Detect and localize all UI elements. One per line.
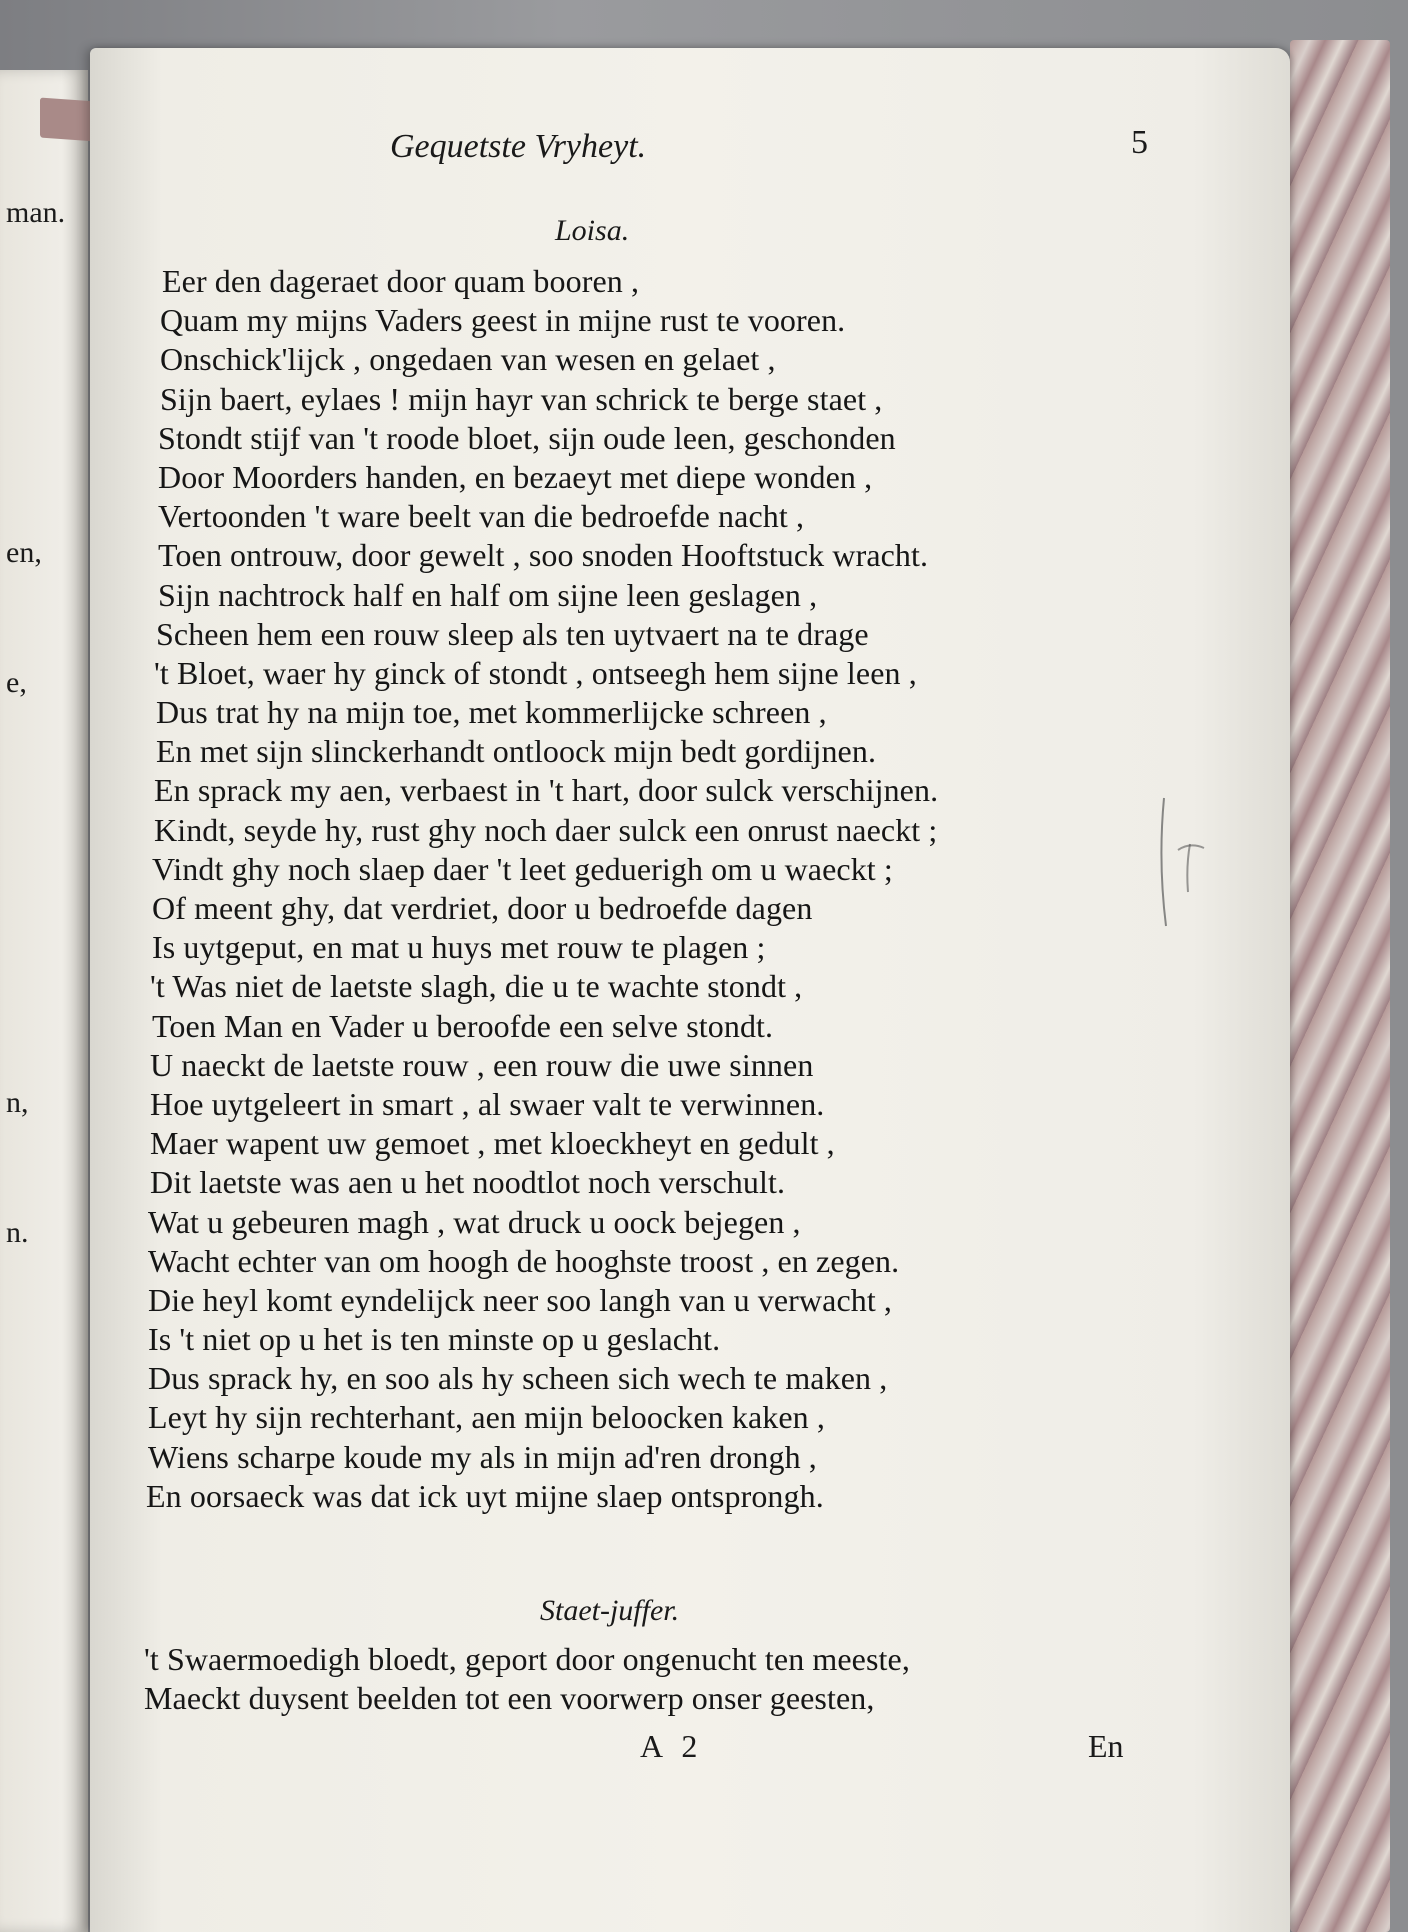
verse-block-staet-juffer <box>120 1640 1160 1718</box>
marbled-book-edge <box>1290 40 1390 1932</box>
verse-line: Die heyl komt eyndelijck neer soo langh van u verwacht , <box>148 1281 893 1318</box>
verse-line: Onschick'lijck , ongedaen van wesen en gelaet , <box>160 341 776 378</box>
verse-line: Sijn baert, eylaes ! mijn hayr van schrick te berge staet , <box>160 380 883 417</box>
verse-line: 't Swaermoedigh bloedt, geport door ongenucht ten meeste, <box>144 1641 910 1677</box>
verse-line: Leyt hy sijn rechterhant, aen mijn beloocken kaken , <box>148 1399 825 1436</box>
verse-line: Hoe uytgeleert in smart , al swaer valt te verwinnen. <box>150 1085 825 1122</box>
verse-line: Vindt ghy noch slaep daer 't leet geduerigh om u waeckt ; <box>152 850 893 887</box>
verse-line: En sprack my aen, verbaest in 't hart, door sulck verschijnen. <box>154 772 939 809</box>
verse-line: Toen ontrouw, door gewelt , soo snoden Hooftstuck wracht. <box>158 537 929 574</box>
pencil-mark-icon <box>1156 792 1216 932</box>
page-header <box>390 120 1150 180</box>
verse-line: Toen Man en Vader u beroofde een selve stondt. <box>152 1007 774 1044</box>
verse-line: Scheen hem een rouw sleep als ten uytvaert na te drage <box>156 615 869 652</box>
left-page-fragment: n. <box>6 1216 29 1249</box>
left-page-fragment: e, <box>6 666 27 699</box>
running-title: Gequetste Vryheyt. <box>390 128 647 165</box>
facing-page-left <box>0 70 88 1932</box>
verse-line: Maeckt duysent beelden tot een voorwerp onser geesten, <box>144 1680 875 1717</box>
verse-line: Wacht echter van om hoogh de hooghste troost , en zegen. <box>148 1242 900 1279</box>
verse-line: Dus sprack hy, en soo als hy scheen sich wech te maken , <box>148 1360 888 1397</box>
verse-line: Stondt stijf van 't roode bloet, sijn oude leen, geschonden <box>158 419 896 456</box>
page-number: 5 <box>1131 124 1148 161</box>
verse-line: Kindt, seyde hy, rust ghy noch daer sulck een onrust naeckt ; <box>154 811 938 848</box>
verse-line: Vertoonden 't ware beelt van die bedroefde nacht , <box>158 498 805 535</box>
verse-line: Eer den dageraet door quam booren , <box>162 263 640 299</box>
verse-line: U naeckt de laetste rouw , een rouw die uwe sinnen <box>150 1046 814 1083</box>
verse-line: Of meent ghy, dat verdriet, door u bedroefde dagen <box>152 890 813 926</box>
verse-line: Is 't niet op u het is ten minste op u geslacht. <box>148 1321 721 1358</box>
signature-mark: A 2 <box>640 1728 704 1764</box>
verse-line: En met sijn slinckerhandt ontloock mijn bedt gordijnen. <box>156 733 877 770</box>
left-page-fragment: en, <box>6 536 42 569</box>
verse-line: Dit laetste was aen u het noodtlot noch verschult. <box>150 1164 786 1201</box>
speaker-heading-staet-juffer: Staet-juffer. <box>540 1594 680 1627</box>
verse-line: En oorsaeck was dat ick uyt mijne slaep ontsprongh. <box>146 1477 824 1514</box>
left-page-fragment: man. <box>6 196 66 229</box>
verse-line: Maer wapent uw gemoet , met kloeckheyt en gedult , <box>150 1125 835 1162</box>
verse-line: 't Bloet, waer hy ginck of stondt , ontseegh hem sijne leen , <box>154 654 917 691</box>
verse-line: Door Moorders handen, en bezaeyt met diepe wonden , <box>158 458 873 495</box>
verse-line: 't Was niet de laetste slagh, die u te wachte stondt , <box>150 968 803 1005</box>
verse-line: Wat u gebeuren magh , wat druck u oock bejegen , <box>148 1203 801 1240</box>
verse-line: Quam my mijns Vaders geest in mijne rust te vooren. <box>160 302 846 339</box>
left-page-fragment: n, <box>6 1086 29 1119</box>
verse-line: Is uytgeput, en mat u huys met rouw te plagen ; <box>152 929 766 966</box>
speaker-heading-loisa: Loisa. <box>555 214 630 247</box>
verse-line: Dus trat hy na mijn toe, met kommerlijcke schreen , <box>156 694 827 731</box>
verse-line: Wiens scharpe koude my als in mijn ad'ren drongh , <box>148 1438 817 1475</box>
catchword: En <box>1088 1728 1124 1764</box>
verse-line: Sijn nachtrock half en half om sijne leen geslagen , <box>158 576 818 613</box>
verse-block-loisa <box>120 262 1160 1516</box>
